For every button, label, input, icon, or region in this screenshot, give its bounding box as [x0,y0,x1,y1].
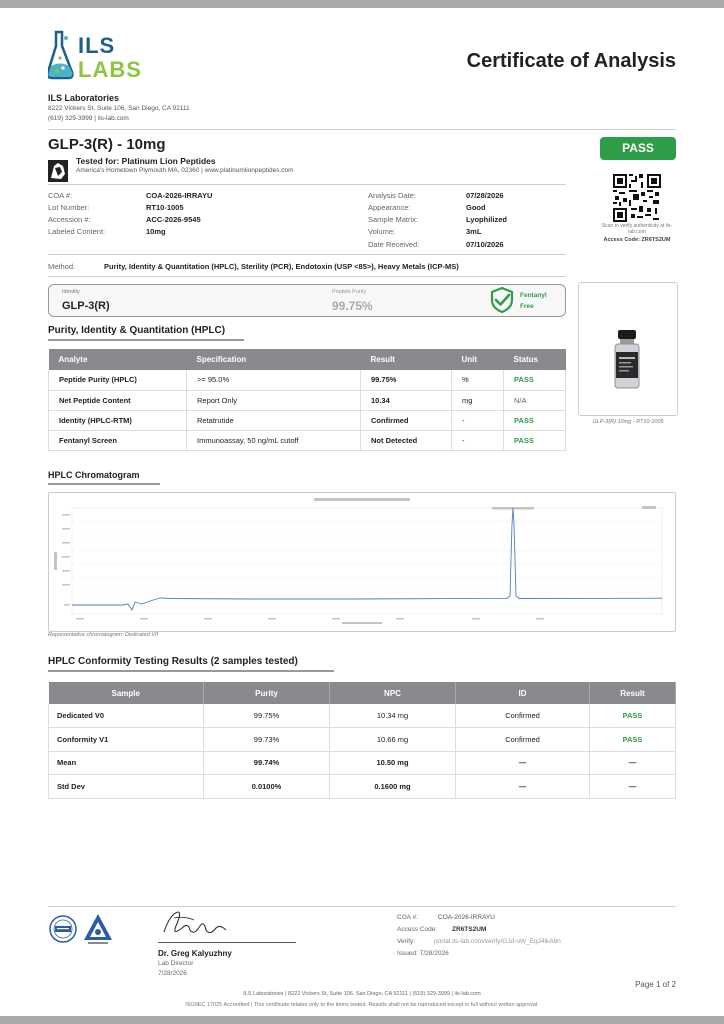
signature-image [160,906,230,940]
npc-cell: 0.1600 mg [330,775,456,799]
chromatogram-plot [52,494,672,630]
labeled-content-label: Labeled Content: [48,227,106,236]
accession-label: Accession #: [48,215,91,224]
unit-cell: % [452,370,504,390]
director-date: 7/28/2026 [158,970,187,977]
identity-value: GLP-3(R) [62,300,110,312]
table-row [49,430,566,450]
header-divider [48,129,676,130]
hplc-section-title: Purity, Identity & Quantitation (HPLC) [48,325,226,336]
footer-access-label: Access Code: [397,926,438,933]
client-divider [48,184,566,185]
id-cell: Confirmed [456,704,590,728]
unit-cell: - [452,430,504,450]
footer-address: ILS Laboratories | 8222 Vickers St, Suite 106, San Diego, CA 92111 | (619) 329-3999 | ils-lab.com [243,991,481,997]
tested-for: Tested for: Platinum Lion Peptides [76,156,216,166]
hplc-results-table [48,349,566,451]
conformity-underline [48,670,334,672]
product-title: GLP-3(R) - 10mg [48,136,166,153]
spec-cell: Report Only [187,390,361,410]
vial-image [612,330,642,390]
purity-cell: 99.75% [204,704,330,728]
method-value: Purity, Identity & Quantitation (HPLC), Sterility (PCR), Endotoxin (USP <85>), Heavy Metals (ICP-MS) [104,262,459,271]
director-title: Lab Director [158,960,194,967]
id-cell: — [456,751,590,775]
purity-cell: 0.0100% [204,775,330,799]
shield-check-icon [488,286,516,314]
conformity-title: HPLC Conformity Testing Results (2 samples tested) [48,656,298,667]
lot-number-value: RT10-1005 [146,203,184,212]
analysis-date-label: Analysis Date: [368,191,416,200]
analyte-cell: Fentanyl Screen [49,430,187,450]
col-sample: Sample [49,682,204,704]
analyte-cell: Peptide Purity (HPLC) [49,370,187,390]
footer-divider [48,906,676,907]
lot-number-label: Lot Number: [48,203,90,212]
qr-code-icon[interactable] [613,174,661,222]
coa-number-label: COA #: [48,191,73,200]
result-cell: 10.34 [361,390,452,410]
appearance-value: Good [466,203,486,212]
col-result: Result [590,682,676,704]
date-received-value: 07/10/2026 [466,240,504,249]
status-cell: PASS [504,370,566,390]
identity-label: Identity [62,289,80,295]
result-cell: — [590,775,676,799]
peptide-purity-value: 99.75% [332,299,373,313]
id-cell: Confirmed [456,728,590,752]
footer-coa-value: COA-2026-IRRAYU [438,914,495,921]
result-cell: PASS [590,728,676,752]
chromatogram-underline [48,483,160,485]
sample-matrix-value: Lyophilized [466,215,507,224]
status-cell: PASS [504,410,566,430]
verify-link[interactable]: portal.ils-lab.com/verify/GJd-oW_EqJ4lkA6n [434,938,561,945]
col-result: Result [361,349,452,370]
signature-line [158,942,296,943]
npc-cell: 10.34 mg [330,704,456,728]
accreditation-seal-icon [48,914,78,944]
table-header-row [49,682,676,704]
vial-caption: GLP-3(R) 10mg - RT10-1005 [592,419,664,425]
spec-cell: Immunoassay, 50 ng/mL cutoff [187,430,361,450]
npc-cell: 10.66 mg [330,728,456,752]
labeled-content-value: 10mg [146,227,166,236]
status-cell: PASS [504,430,566,450]
method-divider [48,276,566,277]
hplc-section-underline [48,339,244,341]
footer-verify-label: Verify: [397,938,416,945]
sample-cell: Conformity V1 [49,728,204,752]
sample-cell: Mean [49,751,204,775]
analysis-date-value: 07/28/2026 [466,191,504,200]
analyte-cell: Identity (HPLC-RTM) [49,410,187,430]
date-received-label: Date Received: [368,240,420,249]
id-cell: — [456,775,590,799]
iso-accreditation-icon [82,912,114,946]
appearance-label: Appearance: [368,203,411,212]
col-npc: NPC [330,682,456,704]
method-label: Method: [48,262,76,271]
logo-text-top: ILS [78,33,116,58]
purity-cell: 99.74% [204,751,330,775]
result-cell: PASS [590,704,676,728]
bottom-bar [0,1016,724,1024]
conformity-table [48,682,676,799]
col-purity: Purity [204,682,330,704]
unit-cell: - [452,410,504,430]
document-title: Certificate of Analysis [466,50,676,72]
npc-cell: 10.50 mg [330,751,456,775]
chromatogram-caption: Representative chromatogram: Dedicated V0 [48,632,159,638]
top-bar [0,0,724,8]
fentanyl-free-line1: Fentanyl [520,292,547,299]
coa-number-value: COA-2026-IRRAYU [146,191,213,200]
table-row [49,751,676,775]
page-number: Page 1 of 2 [635,980,676,989]
result-cell: 99.75% [361,370,452,390]
lab-contact: (619) 329-3999 | ils-lab.com [48,115,129,122]
access-code-top: Access Code: ZR6TS2UM [603,237,671,243]
result-cell: — [590,751,676,775]
qr-note: Scan to verify authenticity at ils-lab.com [601,223,673,235]
peptide-purity-label: Peptide Purity [332,289,367,295]
sample-cell: Dedicated V0 [49,704,204,728]
fentanyl-free-line2: Free [520,303,534,310]
footer-coa-label: COA #: [397,914,418,921]
sample-matrix-label: Sample Matrix: [368,215,419,224]
table-row [49,775,676,799]
ils-labs-logo [48,28,160,82]
footer-issued: Issued: 7/28/2026 [397,950,449,957]
col-analyte: Analyte [49,349,187,370]
lion-logo-icon [48,160,68,182]
director-name: Dr. Greg Kalyuzhny [158,949,232,958]
client-location: America's Hometown Plymouth MA, 02360 | www.platinumlionpeptides.com [76,167,294,174]
fentanyl-free-label [520,290,547,312]
table-header-row [49,349,566,370]
sample-cell: Std Dev [49,775,204,799]
lab-address: 8222 Vickers St, Suite 106, San Diego, CA 92111 [48,105,190,112]
result-cell: Confirmed [361,410,452,430]
logo-text-bottom: LABS [78,57,142,82]
result-cell: Not Detected [361,430,452,450]
unit-cell: mg [452,390,504,410]
volume-label: Volume: [368,227,396,236]
volume-value: 3mL [466,227,482,236]
table-row [49,370,566,390]
analyte-cell: Net Peptide Content [49,390,187,410]
table-row [49,390,566,410]
spec-cell: >= 95.0% [187,370,361,390]
status-cell: N/A [504,390,566,410]
col-unit: Unit [452,349,504,370]
lab-name: ILS Laboratories [48,93,120,103]
footer-access-value: ZR6TS2UM [452,926,487,933]
table-row [49,728,676,752]
spec-cell: Retatrutide [187,410,361,430]
pass-badge: PASS [600,137,676,160]
col-id: ID [456,682,590,704]
footer-iso-statement: ISO/IEC 17025 Accredited | This certificate relates only to the items tested. Results shall not be reproduced except in full without written approval. [185,1002,539,1008]
col-specification: Specification [187,349,361,370]
purity-cell: 99.73% [204,728,330,752]
details-divider [48,254,566,255]
table-row [49,704,676,728]
accession-value: ACC-2026-9545 [146,215,201,224]
col-status: Status [504,349,566,370]
chromatogram-title: HPLC Chromatogram [48,470,140,480]
table-row [49,410,566,430]
